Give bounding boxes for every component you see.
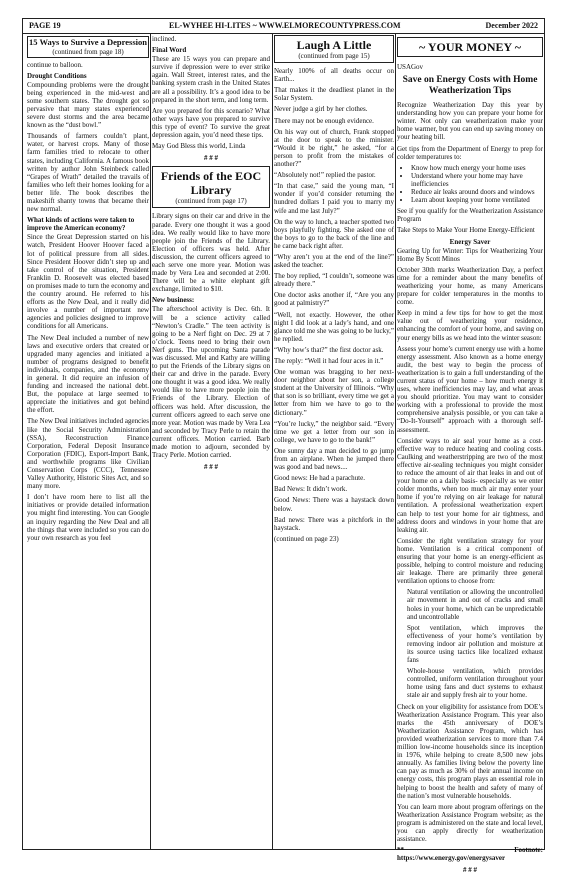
paragraph: The afterschool activity is Dec. 6th. It will be a science activity called “Newton’s Cradle.” The teen activity is going to be a Nerf fight on Dec. 29 at 7 o’clock. Teens need to bring their own Nerf guns. The upcoming Santa parade was discussed. Mel and Kathy are willing to put the Friends of the Library signs on their car and drive in the parade. Every one thought it was a good idea. We really would like to have more people join the Friends of the Library. Election of officers was held. After discussion, the current officers agreed to each serve one more year. Motion was made by Vera Lea and seconded by Tracy Perle to retain the current officers. Motion carried. Barb made motion to adjourn, seconded by Tracy Perle. Motion carried. [152,305,270,460]
list-item: • Understand where your home may have inefficiencies [411,172,543,188]
joke: Bad news: There was a pitchfork in the haystack. [274,515,394,532]
sub-headline: Energy Saver [449,237,491,246]
continued-note: (continued from page 18) [52,47,124,56]
article-title: 15 Ways to Survive a Depression [29,37,147,47]
tips-list [397,164,543,204]
joke: One woman was bragging to her next-door neighbor about her son, a college student at the University of Illinois. “Why that son is so brilliant, every time we get a letter from him we have to go to the dictionary.” [274,368,394,417]
list-item: • Reduce air leaks around doors and windows [411,188,543,196]
paragraph: Get tips from the Department of Energy to prep for colder temperatures to: [397,144,543,161]
paragraph: Check on your eligibility for assistance from DOE’s Weatherization Assistance Program. This year also marks the 45th anniversary of DOE’s Weatherization Assistance Program, which has provided weatherization services to more than 7.4 million low-income households since its inception in 1976, while helping to create 8,500 new jobs annually. As families living below the poverty line can pay as much as 30% of their annual income on energy costs, this program plays an essential role in helping to boost the health and safety of many of the nation’s most vulnerable households. [397,702,543,800]
newspaper-page [22,18,545,874]
joke: “In that case,” said the young man, “I wonder if you’d consider returning the hundred dollars I paid you to marry my wife and me last July?” [274,182,394,215]
paragraph: October 30th marks Weatherization Day, a perfect time for a reminder about the many benefits of weatherizing your home, as many Americans prepare for colder temperatures in the months to come. [397,265,543,307]
column-divider [272,33,273,849]
paragraph: These are 15 ways you can prepare and survive if depression were to ever strike again. Wall Street, interest rates, and the banking system crash in the United States are all a possibility. It’s a good idea to be prepared in the short term, and long term. [152,55,270,104]
paragraph: Library signs on their car and drive in the parade. Every one thought it was a good idea. We really would like to have more people join the Friends of the Library. Election of officers was held. After discussion, the current officers agreed to each serve one more year. Motion was made by Vera Lea and seconded at 2:00. There will be a white elephant gift exchange, limited to $10. [152,212,270,294]
column-library [152,35,270,847]
joke: On the way to lunch, a teacher spotted two boys playfully fighting. She asked one of the boys to go to the back of the line and he came back right after. [274,217,394,250]
headline: Save on Energy Costs with Home Weatherization Tips [402,75,538,97]
paragraph: Consider ways to air seal your home as a cost-effective way to reduce heating and cooling costs. Caulking and weatherstripping are two of the most effective air-sealing techniques you might consider to reduce the amount of air that leaks in and out of your home on a daily basis- especially as we enter colder months, when too much air may enter your home if you’re relying on air leakage for natural ventilation. A professional weatherization expert can help to test your home for air tightness, and address doors and windows in your home that are leaking air. [397,436,543,534]
issue-date: December 2022 [485,21,538,30]
section-heading: What kinds of actions were taken to improve the American economy? [27,216,135,233]
joke: Bad News: It didn’t work. [274,485,348,494]
paragraph: Since the Great Depression started on his watch, President Hoover Hoover faced a lot of political pressure from all sides. Since President Hoover didn’t step up and take control of the situation, President Franklin D. Roosevelt was elected based on promises made to turn the economy and the country around. He referred to his efforts as the New Deal, and it really did involve a number of important new agencies and policies designed to improve conditions for all Americans. [27,233,149,331]
column-divider [395,33,396,849]
column-money [397,35,543,874]
paragraph: inclined. [152,35,177,43]
column-depression [27,35,149,847]
column-jokes [274,35,394,847]
article-title-box [27,36,149,58]
footnote: ** Footnote: https://www.energy.gov/energysaver [397,846,543,863]
byline: Gearing Up for Winter: Tips for Weatherizing Your Home By Scott Minos [397,246,543,263]
paragraph: Keep in mind a few tips for how to get the most value out of weatherizing your residence, enhancing the comfort of your home, and saving on your energy bills as we head into the winter season: [397,309,543,342]
joke: “Absolutely not!” replied the pastor. [274,171,376,180]
joke: The reply: “Well it had four aces in it.” [274,357,384,365]
signature-line: May God Bless this world, Linda [152,142,246,151]
joke: The boy replied, “I couldn’t, someone was already there.” [274,272,394,289]
paragraph: See if you qualify for the Weatherization Assistance Program [397,207,543,224]
article-title: Laugh A Little [296,38,372,52]
paragraph: Assess your home’s current energy use with a home energy assessment. Also known as a home energy audit, the best way to begin the process of weatherization is to gain a full understanding of the current status of your home – how much energy it uses, where inefficiencies may lay, and what areas you should prioritize. You may want to consider working with a professional to provide the most comprehensive analysis possible, or you can take a “Do-It-Yourself” approach with a thorough self-assessment. [397,344,543,434]
paragraph: Natural ventilation or allowing the uncontrolled air movement in and out of cracks and small holes in your home, which can be unpredictable and uncontrollable [407,588,543,621]
list-item: • Know how much energy your home uses [411,164,543,172]
joke: One sunny day a man decided to go jump from an airplane. When he jumped there was good and bad news.... [274,446,394,472]
continued-note: (continued from page 17) [175,197,247,206]
joke: “Why aren’t you at the end of the line?” asked the teacher. [274,252,394,270]
continued-note: (continued from page 15) [298,52,370,60]
paragraph: Thousands of farmers couldn’t plant, water, or harvest crops. Many of those farm families tried to relocate to other states, including California. A famous book written by author John Steinbeck called “Grapes of Wrath” detailed the travails of families who left their homes looking for a better life. The book describes the makeshift shanty towns that became their new normal. [27,132,149,214]
publication-name: EL-WYHEE HI-LITES ~ WWW.ELMORECOUNTYPRESS.COM [169,21,401,30]
paragraph: Spot ventilation, which improves the effectiveness of your home’s ventilation by removing indoor air pollution and moisture at its source using tactics like localized exhaust fans [407,623,543,665]
paragraph: Are you prepared for this scenario? What other ways have you prepared to survive this type of event? To survive the great depression again, you’d need these tips. [152,106,270,140]
list-item: • Learn about keeping your home ventilated [411,196,543,204]
joke: Nearly 100% of all deaths occur on Earth... [274,67,394,84]
section-heading: Final Word [152,46,187,55]
section-heading: Drought Conditions [27,71,87,80]
joke: Good news: He had a parachute. [274,474,365,483]
section-banner: ~ YOUR MONEY ~ [397,37,543,57]
joke: “Why how’s that?” the first doctor ask. [274,345,384,354]
source-credit: USAGov [397,63,424,71]
paragraph: You can learn more about program offerings on the Weatherization Assistance Program website; as the program is administered on the state and local level, you can apply directly for weatherization assistance. [397,802,543,844]
joke: Never judge a girl by her clothes. [274,105,368,114]
article-title-box [152,166,270,208]
end-mark: # # # [204,154,218,163]
joke: Good News: There was a haystack down below. [274,496,394,513]
end-mark: # # # [463,866,477,874]
joke: That makes it the deadliest planet in the Solar System. [274,86,394,103]
paragraph: I don’t have room here to list all the initiatives or provide detailed information you might find interesting. You can Google an inquiry regarding the New Deal and all the things that were included so you can do your own research as you feel [27,493,149,542]
paragraph: Whole-house ventilation, which provides controlled, uniform ventilation throughout your home using fans and duct systems to exhaust stale air and supply fresh air to your home. [407,667,543,700]
end-mark: # # # [204,463,218,472]
continued-note: (continued on page 23) [274,534,339,543]
paragraph: Recognize Weatherization Day this year by understanding how you can prepare your home for winter. Not only can weatherization make your home warmer, but you can end up saving money on your heating bill. [397,101,543,142]
paragraph: The New Deal included a number of new laws and executive orders that created or upgraded many agencies and initiated a number of programs designed to benefit individuals, companies, and the economy in general. It did require an infusion of funding and increased the national debt. But, the populace at large seemed to appreciate the initiatives and got behind the effort. [27,333,149,415]
article-title-box [274,35,394,63]
joke: On his way out of church, Frank stopped at the door to speak to the minister. “Would it be right,” he asked, “for a person to profit from the mistakes of another?” [274,127,394,169]
paragraph: The New Deal initiatives included agencies like the Social Security Administration (SSA), Reconstruction Finance Corporation, Federal Deposit Insurance Corporation (FDIC), Export-Import Bank, and worthwhile programs like Civilian Conservation Corps (CCC), Tennessee Valley Authority, Historic Sites Act, and so many more. [27,417,149,491]
column-divider [150,33,151,849]
page-header [23,19,544,34]
joke: One doctor asks another if, “Are you any good at palmistry?” [274,291,394,308]
section-heading: New business: [152,296,195,305]
paragraph: Take Steps to Make Your Home Energy-Efficient [397,226,535,235]
page-number: PAGE 19 [29,21,61,30]
paragraph: Compounding problems were the drought being experienced in the mid-west and some southern states. The drought got so pervasive that many states experienced severe dust storms and the area became known as the “dust bowl.” [27,80,149,130]
joke: “You’re lucky,” the neighbor said. “Every time we get a letter from our son in college, we have to go to the bank!” [274,419,394,444]
joke: There may not be enough evidence. [274,116,374,125]
paragraph: continue to balloon. [27,60,83,69]
joke: “Well, not exactly. However, the other night I did look at a lady’s hand, and one glance told me she was going to be lucky,” he replied. [274,310,394,343]
article-title: Friends of the EOC Library [160,169,262,198]
paragraph: Consider the right ventilation strategy for your home. Ventilation is a critical component of ensuring that your home is an energy-efficient as possible, helping to control moisture and reducing air leakage. There are primarily three general ventilation options to choose from: [397,536,543,586]
